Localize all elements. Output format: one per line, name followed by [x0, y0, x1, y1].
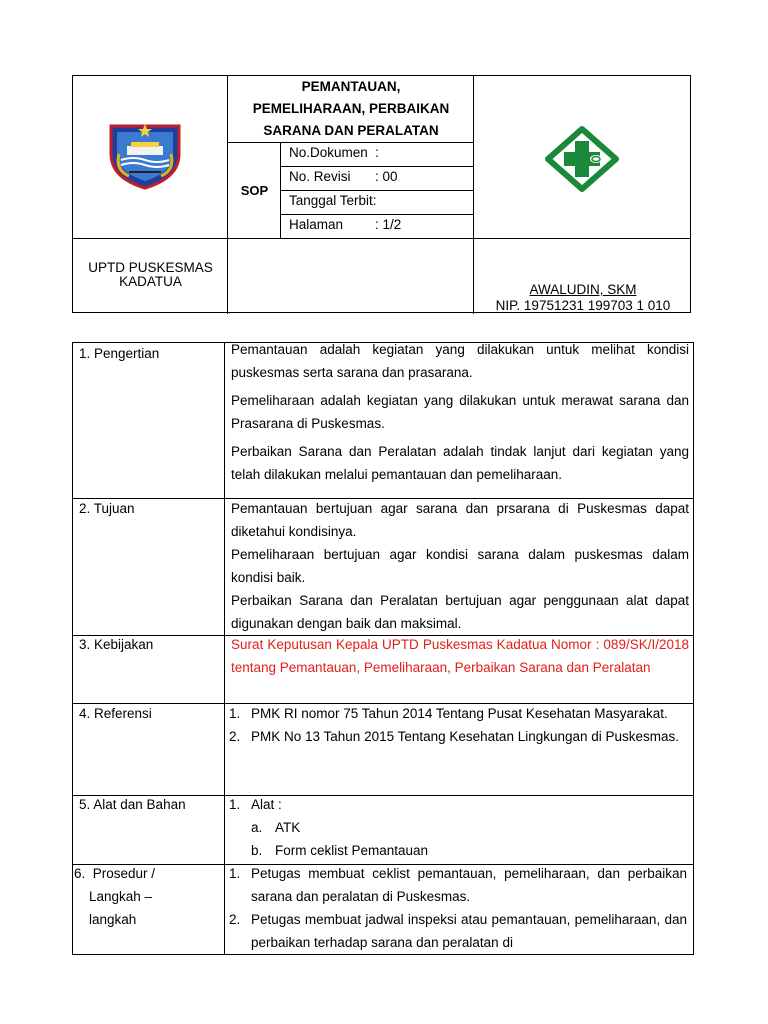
column-divider — [224, 796, 225, 864]
doc-info-value: : 00 — [375, 169, 398, 184]
doc-issue-date-row — [281, 190, 474, 214]
list-number: 2. — [229, 912, 241, 927]
title-line: SARANA DAN PERALATAN — [263, 123, 439, 138]
doc-info-value: : 1/2 — [375, 217, 402, 232]
list-number: 1. — [229, 797, 241, 812]
list-item — [229, 793, 687, 816]
list-item — [229, 862, 687, 908]
list-number: 2. — [229, 729, 241, 744]
title-line: PEMANTAUAN, — [301, 79, 401, 94]
organization-name — [73, 238, 228, 314]
list-text: ATK — [275, 820, 301, 835]
list-letter: b. — [251, 843, 263, 858]
row-label-line: langkah — [89, 912, 137, 927]
signatory-name: AWALUDIN, SKM — [529, 282, 637, 297]
signatory — [474, 238, 692, 314]
paragraph: Pemantauan bertujuan agar sarana dan prsarana di Puskesmas dapat diketahui kondisinya. — [231, 501, 689, 539]
list-number: 1. — [229, 706, 241, 721]
title-line: PEMELIHARAAN, PERBAIKAN — [252, 101, 450, 116]
row-label-line: 6. Prosedur / — [74, 866, 156, 881]
sop-content-table — [72, 342, 694, 955]
row-content — [229, 793, 687, 862]
sop-header-table — [72, 75, 691, 313]
puskesmas-logo — [545, 126, 619, 192]
column-divider — [224, 499, 225, 635]
list-text: PMK No 13 Tahun 2015 Tentang Kesehatan Lingkungan di Puskesmas. — [251, 729, 680, 744]
doc-revision-row — [281, 166, 474, 190]
list-text: PMK RI nomor 75 Tahun 2014 Tentang Pusat Kesehatan Masyarakat. — [251, 706, 668, 721]
row-label: 5. Alat dan Bahan — [79, 797, 186, 812]
sub-list-item — [229, 839, 687, 862]
sub-list-item — [229, 816, 687, 839]
column-divider — [224, 636, 225, 703]
list-letter: a. — [251, 820, 263, 835]
row-label-line: Langkah – — [89, 889, 153, 904]
organization-name-line: UPTD PUSKESMAS — [88, 260, 213, 275]
organization-name-line: KADATUA — [119, 274, 182, 289]
row-label: 3. Kebijakan — [79, 637, 154, 652]
row-content — [231, 497, 689, 635]
list-item — [229, 908, 687, 954]
doc-info-key: No. Revisi — [289, 169, 351, 184]
list-text: Form ceklist Pemantauan — [275, 843, 429, 858]
row-label: 2. Tujuan — [79, 501, 135, 516]
list-item — [229, 725, 687, 748]
signatory-nip: NIP. 19751231 199703 1 010 — [495, 298, 671, 313]
list-number: 1. — [229, 866, 241, 881]
row-content — [229, 702, 687, 748]
doc-info-key: Halaman — [289, 217, 344, 232]
table-row — [73, 796, 693, 865]
doc-info-key: Tanggal Terbit: — [289, 193, 377, 208]
row-label: 4. Referensi — [79, 706, 152, 721]
table-row — [73, 636, 693, 704]
doc-page-row — [281, 214, 474, 238]
column-divider — [224, 343, 225, 498]
row-content — [229, 862, 687, 954]
list-text: Petugas membuat jadwal inspeksi atau pemantauan, pemeliharaan, dan perbaikan terhadap sarana dan peralatan di — [251, 912, 687, 950]
doc-info-key: No.Dokumen — [289, 145, 368, 160]
regional-emblem-logo — [105, 120, 185, 190]
row-label: 1. Pengertian — [79, 346, 160, 361]
paragraph: Pemantauan adalah kegiatan yang dilakukan untuk melihat kondisi puskesmas serta sarana dan prasarana. — [231, 342, 689, 380]
paragraph: Pemeliharaan bertujuan agar kondisi sarana dalam puskesmas dalam kondisi baik. — [231, 547, 689, 585]
doc-number-row — [281, 142, 474, 166]
document-title — [228, 76, 474, 142]
list-text: Alat : — [251, 797, 282, 812]
table-row — [73, 865, 693, 954]
table-row — [73, 343, 693, 499]
paragraph: Pemeliharaan adalah kegiatan yang dilakukan untuk merawat sarana dan Prasarana di Puskesmas. — [231, 393, 689, 431]
column-divider — [224, 704, 225, 795]
paragraph: Perbaikan Sarana dan Peralatan adalah tindak lanjut dari kegiatan yang telah dilakukan melalui pemantauan dan pemeliharaan. — [231, 444, 689, 482]
table-row — [73, 704, 693, 796]
row-content — [231, 338, 689, 486]
column-divider — [224, 865, 225, 954]
row-label — [74, 862, 214, 931]
list-text: Petugas membuat ceklist pemantauan, pemeliharaan, dan perbaikan sarana dan peralatan di Puskesmas. — [251, 866, 687, 904]
sop-label: SOP — [240, 182, 269, 198]
policy-reference-text: Surat Keputusan Kepala UPTD Puskesmas Kadatua Nomor : 089/SK/I/2018 tentang Pemantauan, Pemeliharaan, Perbaikan Sarana dan Peralatan — [231, 637, 689, 675]
table-row — [73, 499, 693, 636]
doc-info-value: : — [375, 145, 379, 160]
paragraph: Perbaikan Sarana dan Peralatan bertujuan agar penggunaan alat dapat digunakan dengan baik dan maksimal. — [231, 593, 689, 631]
list-item — [229, 702, 687, 725]
